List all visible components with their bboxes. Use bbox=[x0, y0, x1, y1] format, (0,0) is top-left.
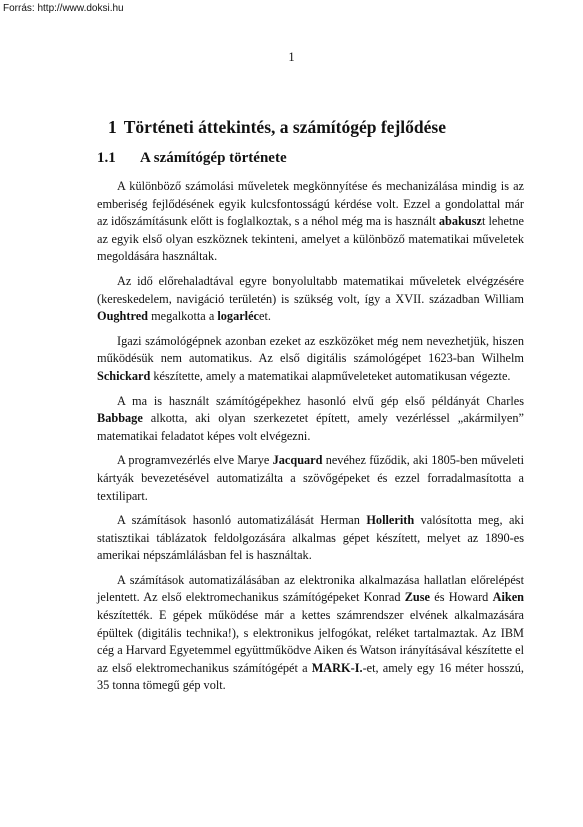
paragraph-text: t lehetne az egyik első olyan eszköznek tekinteni, amelyet a különböző matematikai műveletek megoldására használtak. bbox=[97, 214, 524, 264]
bold-term: Babbage bbox=[97, 411, 143, 426]
section-title-text: A számítógép története bbox=[140, 150, 287, 166]
paragraph bbox=[97, 333, 524, 386]
bold-term: abakusz bbox=[438, 214, 482, 229]
paragraph-text: és Howard bbox=[430, 590, 493, 605]
paragraph bbox=[97, 178, 524, 266]
paragraph-text: nevéhez fűződik, aki 1805-ben műveleti kártyák bevezetésével automatizálta a szövőgépeket és ezzel forradalmasította a textilipart. bbox=[97, 453, 524, 503]
paragraph-text: készítették. E gépek működése már a kettes számrendszer elvének alkalmazására épültek (digitális technika!), s elektronikus jelfogókat, reléket tartalmaztak. Az IBM cég a Harvard Egyetemmel együttműködve Aiken és Watson irányításával készítette el az első elektromechanikus számítógépét a bbox=[97, 608, 524, 675]
bold-term: Hollerith bbox=[366, 513, 415, 528]
bold-term: logarléc bbox=[217, 309, 260, 324]
paragraph bbox=[97, 512, 524, 565]
paragraph-text: valósította meg, aki statisztikai táblázatok feldolgozására alkalmas gépet készített, melyet az 1890-es amerikai népszámlálásban fel is használtak. bbox=[97, 513, 524, 563]
bold-term: Zuse bbox=[404, 590, 431, 605]
paragraph-text: A ma is használt számítógépekhez hasonló elvű gép első példányát Charles bbox=[117, 393, 524, 408]
bold-term: Jacquard bbox=[272, 453, 323, 468]
paragraph bbox=[97, 452, 524, 505]
chapter-number: 1 bbox=[108, 117, 117, 137]
chapter-title bbox=[108, 117, 446, 138]
section-number: 1.1 bbox=[97, 150, 116, 166]
bold-term: MARK-I. bbox=[311, 660, 363, 675]
paragraph-text: A programvezérlés elve Marye bbox=[117, 453, 273, 468]
body-text bbox=[97, 178, 524, 702]
paragraph-text: készítette, amely a matematikai alapműveleteket automatikusan végezte. bbox=[150, 368, 511, 383]
paragraph bbox=[97, 393, 524, 446]
paragraph-text: Az idő előrehaladtával egyre bonyolultabb matematikai műveletek elvégzésére (kereskedelem, navigáció területén) is szükség volt, így a XVII. században William bbox=[97, 273, 524, 306]
paragraph-text: -et, amely egy 16 méter hosszú, 35 tonna tömegű gép volt. bbox=[97, 660, 524, 693]
paragraph bbox=[97, 273, 524, 326]
paragraph-text: A számítások hasonló automatizálását Herman bbox=[117, 513, 367, 528]
paragraph-text: megalkotta a bbox=[148, 309, 218, 324]
paragraph-text: alkotta, aki olyan szerkezetet épített, amely vezérléssel „akármilyen” matematikai feladatot képes volt elvégezni. bbox=[97, 411, 524, 443]
paragraph-text: et. bbox=[259, 309, 271, 324]
paragraph bbox=[97, 572, 524, 695]
page-number: 1 bbox=[288, 50, 295, 64]
paragraph-text: A különböző számolási műveletek megkönnyítése és mechanizálása mindig is az emberiség fejlődésének egyik kulcsfontosságú kérdése volt. Ezzel a gondolattal már az időszámításunk előtt is foglalkoztak, s a néhol még ma is használt bbox=[97, 179, 524, 229]
paragraph-text: Igazi számológépnek azonban ezeket az eszközöket még nem nevezhetjük, hiszen működésük nem automatikus. Az első digitális számológépet 1623-ban Wilhelm bbox=[97, 333, 524, 366]
bold-term: Aiken bbox=[492, 590, 524, 605]
paragraph-text: A számítások automatizálásában az elektronika alkalmazása hallatlan előrelépést jelentett. Az első elektromechanikus számítógépeket Konrad bbox=[97, 572, 524, 605]
bold-term: Schickard bbox=[97, 368, 151, 383]
section-title bbox=[97, 150, 287, 167]
bold-term: Oughtred bbox=[97, 309, 149, 324]
chapter-title-text: Történeti áttekintés, a számítógép fejlődése bbox=[123, 117, 446, 137]
source-note: Forrás: http://www.doksi.hu bbox=[3, 3, 124, 14]
